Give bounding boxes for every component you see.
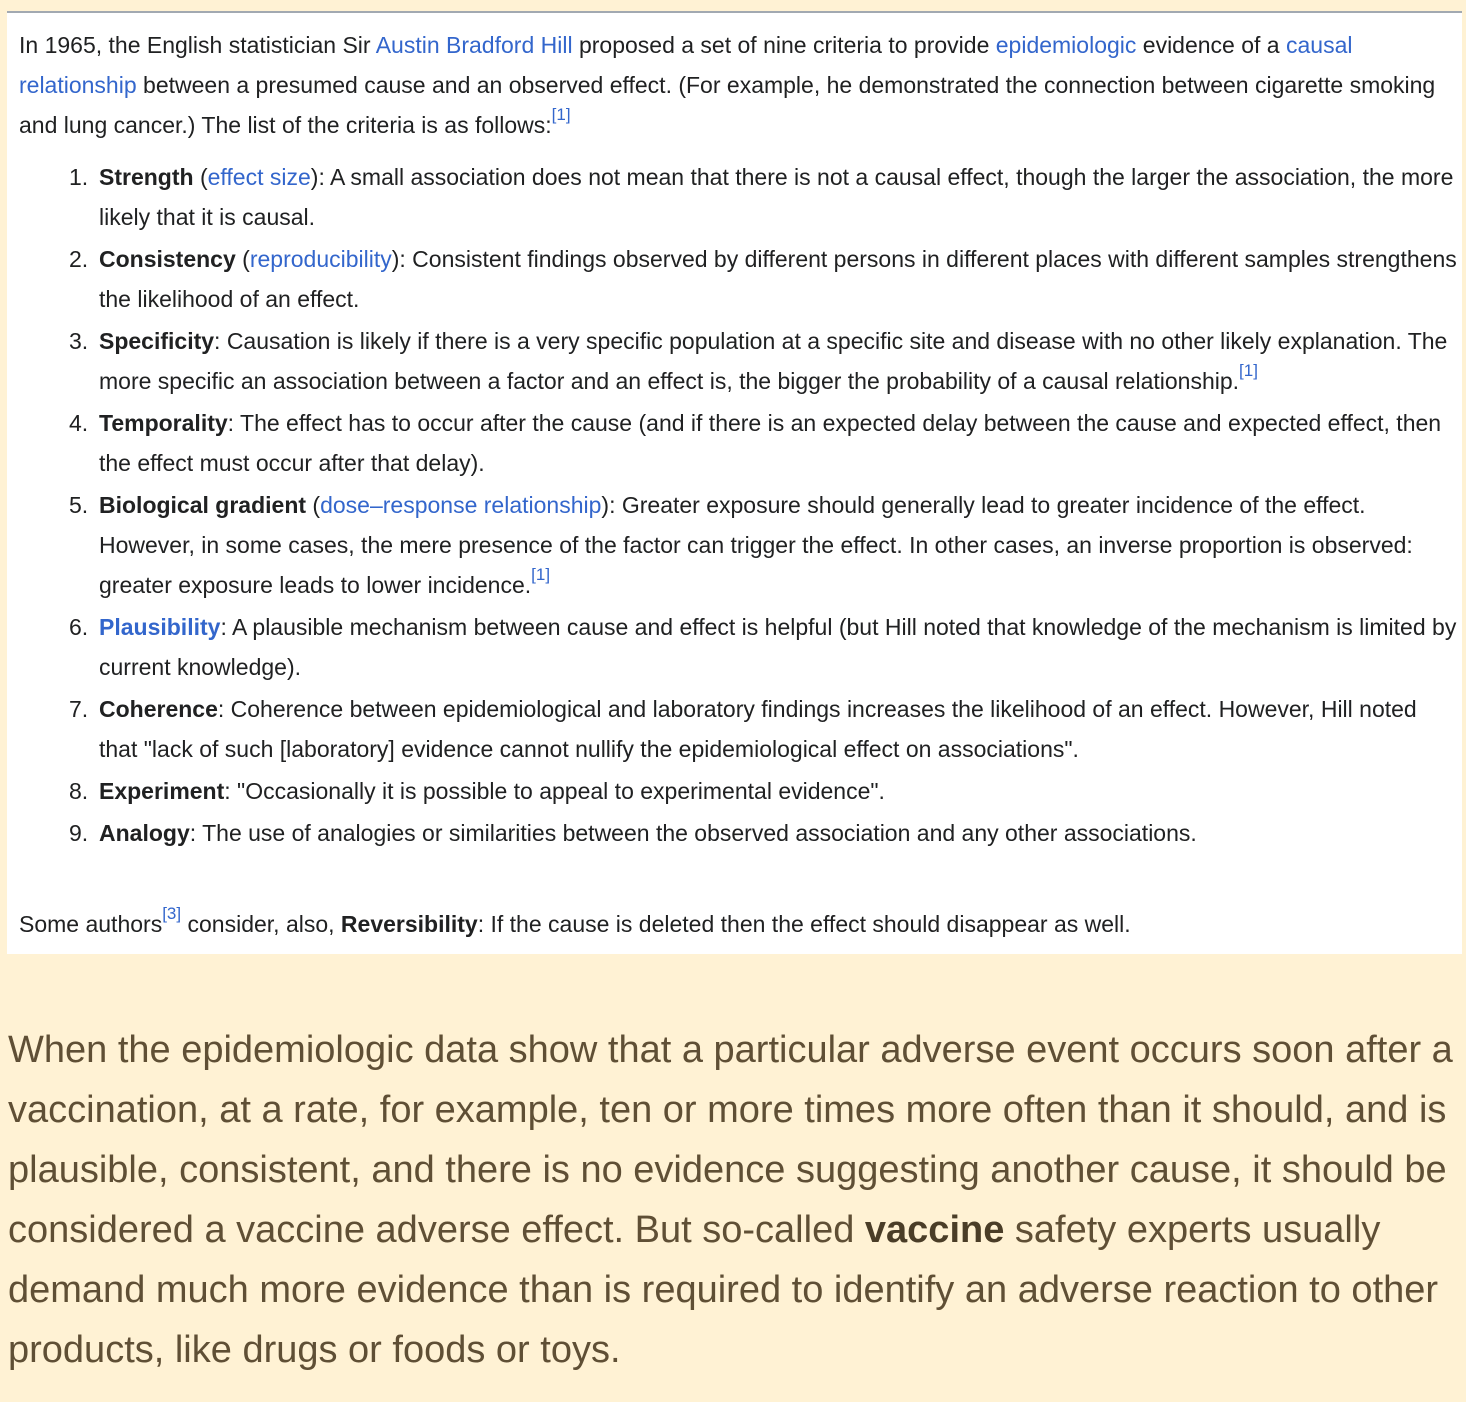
criterion-strength xyxy=(69,157,1457,237)
list-number: 1. xyxy=(69,164,89,190)
criterion-experiment xyxy=(69,771,1457,811)
criterion-term: Temporality xyxy=(99,410,228,436)
criteria-list xyxy=(19,157,1457,855)
link-causal-relationship[interactable]: causal relationship xyxy=(19,32,1353,98)
criterion-description: : The use of analogies or similarities between the observed association and any other associations. xyxy=(189,820,1197,846)
commentary-bold: vaccine xyxy=(864,1209,1005,1251)
criterion-term: Analogy xyxy=(99,820,190,846)
criterion-analogy xyxy=(69,813,1457,853)
criterion-term: Specificity xyxy=(99,328,215,354)
intro-paragraph xyxy=(19,25,1449,145)
citation-ref[interactable]: [1] xyxy=(1239,361,1258,381)
paren: ( xyxy=(235,246,250,272)
paren: ) xyxy=(391,246,400,272)
list-number: 4. xyxy=(69,410,89,436)
intro-text: In 1965, the English statistician Sir xyxy=(19,32,376,58)
paren: ) xyxy=(601,492,610,518)
criterion-term: Coherence xyxy=(99,696,218,722)
commentary-text: safety experts usually demand much more evidence than is required to identify an adverse reaction to other products, like drugs or foods or toys. xyxy=(8,1209,1439,1371)
paren: ) xyxy=(310,164,319,190)
intro-text: between a presumed cause and an observed effect. (For example, he demonstrated the connection between cigarette smoking and lung cancer.) The list of the criteria is as follows: xyxy=(19,72,1436,138)
criterion-term: Experiment xyxy=(99,778,225,804)
criterion-description: : Greater exposure should generally lead to greater incidence of the effect. However, in some cases, the mere presence of the factor can trigger the effect. In other cases, an inverse proportion is observed: greater exposure leads to lower incidence. xyxy=(99,492,1413,598)
criterion-description: : The effect has to occur after the cause (and if there is an expected delay between the cause and expected effect, then the effect must occur after that delay). xyxy=(99,410,1442,476)
reversibility-term: Reversibility xyxy=(340,911,478,937)
list-number: 8. xyxy=(69,778,89,804)
criterion-description: : "Occasionally it is possible to appeal to experimental evidence". xyxy=(224,778,885,804)
criterion-description: : Consistent findings observed by different persons in different places with different samples strengthens the likelihood of an effect. xyxy=(99,246,1457,312)
link-plausibility[interactable]: Plausibility xyxy=(99,614,221,640)
commentary-paragraph xyxy=(8,1020,1463,1380)
criterion-description: : Causation is likely if there is a very specific population at a specific site and disease with no other likely explanation. The more specific an association between a factor and an effect is, the bigger the probability of a causal relationship. xyxy=(99,328,1448,394)
closing-text: Some authors xyxy=(19,911,163,937)
wikipedia-excerpt xyxy=(7,11,1462,954)
criterion-term: Consistency xyxy=(99,246,236,272)
criterion-specificity xyxy=(69,321,1457,401)
citation-ref[interactable]: [3] xyxy=(162,904,182,924)
commentary-text: When the epidemiologic data show that a particular adverse event occurs soon after a vaccination, at a rate, for example, ten or more times more often than it should, and is plausible, consistent, and there is no evidence suggesting another cause, it should be considered a vaccine adverse effect. But so-called xyxy=(8,1029,1453,1251)
link-effect-size[interactable]: effect size xyxy=(207,164,311,190)
criterion-description: : A plausible mechanism between cause and effect is helpful (but Hill noted that knowledge of the mechanism is limited by current knowledge). xyxy=(99,614,1457,680)
list-number: 6. xyxy=(69,614,89,640)
criterion-temporality xyxy=(69,403,1457,483)
criterion-term: Biological gradient xyxy=(99,492,307,518)
criterion-coherence xyxy=(69,689,1457,769)
list-number: 5. xyxy=(69,492,89,518)
citation-ref[interactable]: [1] xyxy=(551,105,571,125)
paren: ( xyxy=(306,492,321,518)
closing-text: : If the cause is deleted then the effect should disappear as well. xyxy=(477,911,1131,937)
criterion-consistency xyxy=(69,239,1457,319)
citation-ref[interactable]: [1] xyxy=(531,565,551,585)
intro-text: proposed a set of nine criteria to provide xyxy=(572,32,996,58)
closing-paragraph xyxy=(19,904,1449,944)
list-number: 7. xyxy=(69,696,89,722)
list-number: 2. xyxy=(69,246,89,272)
intro-text: evidence of a xyxy=(1136,32,1286,58)
criterion-term: Strength xyxy=(99,164,194,190)
criterion-description: : A small association does not mean that there is not a causal effect, though the larger the association, the more likely that it is causal. xyxy=(99,164,1454,230)
list-number: 9. xyxy=(69,820,89,846)
link-reproducibility[interactable]: reproducibility xyxy=(249,246,392,272)
list-number: 3. xyxy=(69,328,89,354)
link-austin-bradford-hill[interactable]: Austin Bradford Hill xyxy=(375,32,573,58)
closing-text: consider, also, xyxy=(181,911,341,937)
criterion-description: : Coherence between epidemiological and laboratory findings increases the likelihood of an effect. However, Hill noted that "lack of such [laboratory] evidence cannot nullify the epidemiological effect on associations". xyxy=(99,696,1417,762)
link-epidemiologic[interactable]: epidemiologic xyxy=(995,32,1137,58)
link-dose-response-relationship[interactable]: dose–response relationship xyxy=(320,492,602,518)
criterion-plausibility xyxy=(69,607,1457,687)
paren: ( xyxy=(193,164,208,190)
criterion-biological-gradient xyxy=(69,485,1457,605)
